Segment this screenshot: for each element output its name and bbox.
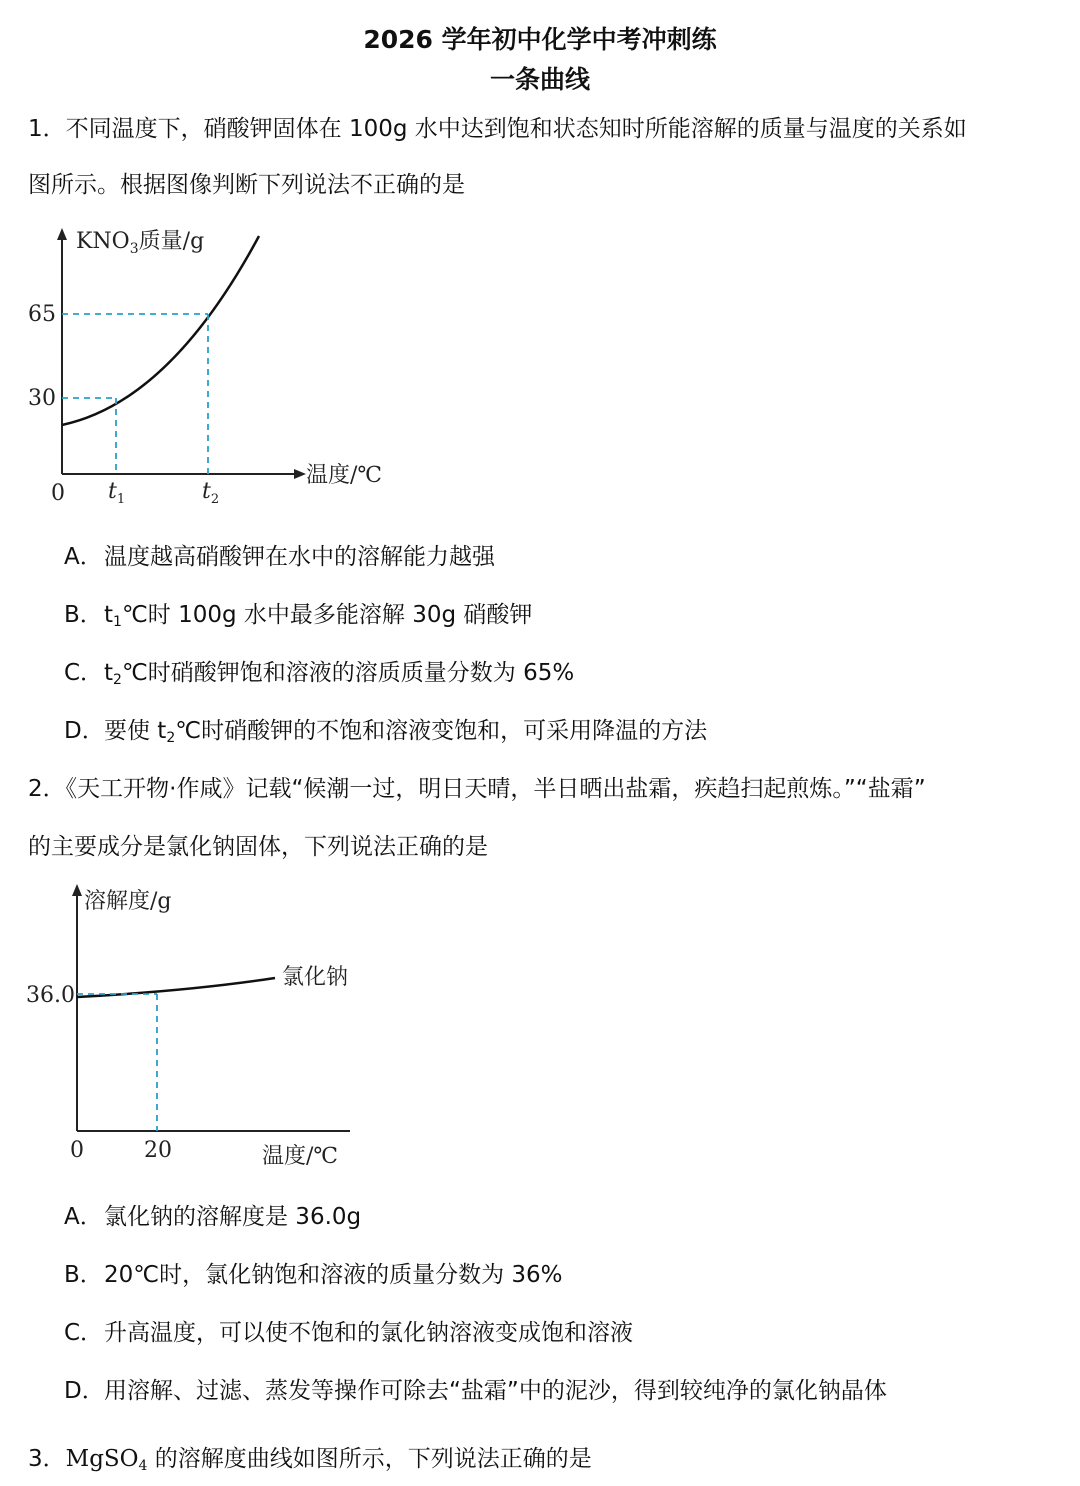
q1-x-label: 温度/℃ [306,463,383,488]
q2-y-arrow [72,884,82,896]
q1-xtick-t1: $t_1$ [108,479,126,507]
q1-y-arrow [57,228,67,240]
q1-xtick-t2: $t_2$ [202,479,220,507]
q1-ytick-30: 30 [28,386,56,411]
q2-origin: 0 [70,1138,84,1163]
q2-xtick-20: 20 [144,1138,172,1163]
page-subtitle: 一条曲线 [489,65,590,94]
q1-stem-line2: 图所示。根据图像判断下列说法不正确的是 [28,172,465,198]
q2-option-c[interactable]: C．升高温度，可以使不饱和的氯化钠溶液变成饱和溶液 [64,1320,633,1346]
q2-chart [20,878,400,1178]
q2-option-b[interactable]: B．20℃时，氯化钠饱和溶液的质量分数为 36% [64,1262,563,1288]
q2-stem-line1: 2．《天工开物·作咸》记载“候潮一过，明日天晴，半日晒出盐霜，疾趋扫起煎炼。”“盐霜” [28,776,926,802]
q2-option-a[interactable]: A．氯化钠的溶解度是 36.0g [64,1204,362,1230]
q1-option-d[interactable]: D．要使 $t_2℃$时硝酸钾的不饱和溶液变饱和，可采用降温的方法 [64,718,708,746]
q1-option-b[interactable]: B．$t_1℃$时 100g 水中最多能溶解 30g 硝酸钾 [64,602,533,630]
q2-option-d[interactable]: D．用溶解、过滤、蒸发等操作可除去“盐霜”中的泥沙，得到较纯净的氯化钠晶体 [64,1378,887,1404]
q1-kno3-curve [62,236,259,425]
q1-x-arrow [294,469,306,479]
q2-ytick-36: 36.0 [26,983,75,1008]
q1-chart [20,222,420,512]
page-title: 2026 学年初中化学中考冲刺练 [363,25,717,54]
q2-stem-line2: 的主要成分是氯化钠固体，下列说法正确的是 [28,834,488,860]
q1-ytick-65: 65 [28,302,56,327]
q2-x-label: 温度/℃ [262,1144,339,1169]
q2-y-label: 溶解度/g [84,889,172,914]
q2-nacl-curve [77,978,275,997]
q2-series-label: 氯化钠 [282,965,349,990]
q1-y-label: $KNO_3$质量/g [76,229,205,257]
q1-option-c[interactable]: C．$t_2℃$时硝酸钾饱和溶液的溶质质量分数为 65% [64,660,575,688]
q1-origin: 0 [51,481,65,506]
q1-stem-line1: 1．不同温度下，硝酸钾固体在 100g 水中达到饱和状态知时所能溶解的质量与温度的关系如 [28,116,967,142]
q1-option-a[interactable]: A．温度越高硝酸钾在水中的溶解能力越强 [64,544,495,570]
q3-stem: 3．MgSO$_4$ 的溶解度曲线如图所示，下列说法正确的是 [28,1446,592,1474]
